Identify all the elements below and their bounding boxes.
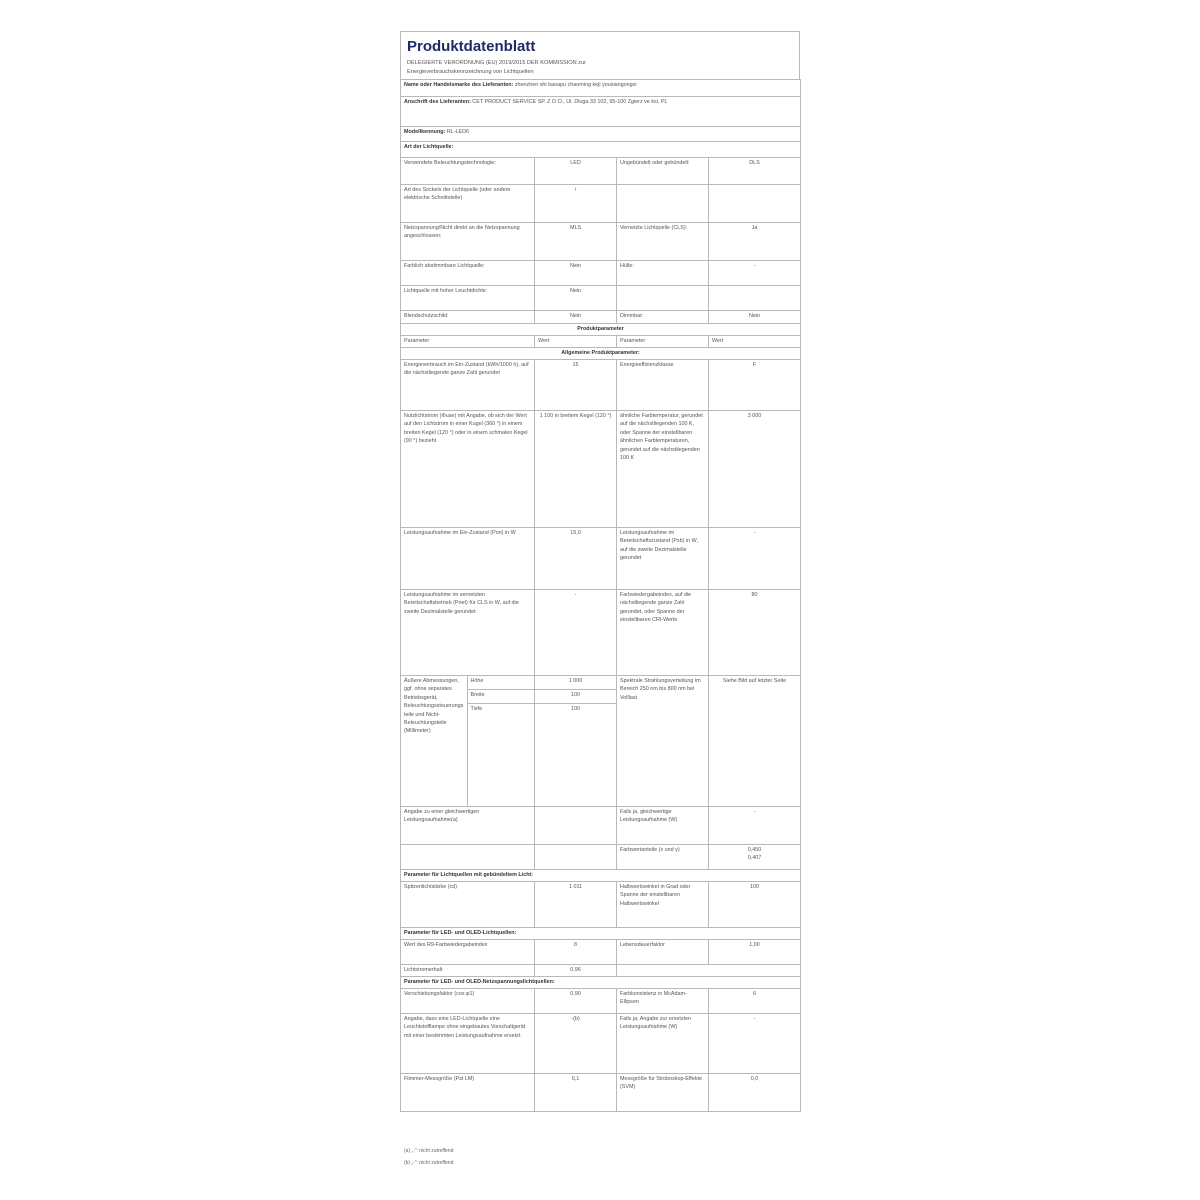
table-row <box>401 286 801 311</box>
chroma-y: 0,407 <box>747 855 762 862</box>
table-row <box>401 940 801 965</box>
page-title: Produktdatenblatt <box>407 38 536 55</box>
value-cell: - <box>709 261 801 286</box>
value-cell: Siehe Bild auf letzter Seite <box>709 676 801 807</box>
general-params-row <box>401 348 801 360</box>
light-source-section-row <box>401 142 801 158</box>
param-cell: Lebensdauerfaktor <box>617 940 709 965</box>
product-datasheet <box>400 31 800 1112</box>
value-cell: Ja <box>709 223 801 261</box>
supplier-address-row <box>401 97 801 127</box>
param-cell: Verwendete Beleuchtungstechnologie: <box>401 158 535 185</box>
general-params-section: Allgemeine Produktparameter: <box>401 348 801 360</box>
value-cell: 8 <box>535 940 617 965</box>
param-cell: Falls ja, gleichwertige Leistungsaufnahme (W) <box>617 807 709 845</box>
table-row <box>401 185 801 223</box>
directional-section-row <box>401 870 801 882</box>
value-cell: DLS <box>709 158 801 185</box>
param-cell: Vernetzte Lichtquelle (CLS): <box>617 223 709 261</box>
height-label: Höhe <box>468 676 535 690</box>
value-cell: 0,0 <box>709 1074 801 1112</box>
param-cell: Leistungsaufnahme im Ein-Zustand (Pon) in W <box>401 528 535 590</box>
param-cell: Angabe, dass eine LED-Lichtquelle eine Leuchtstofflampe ohne eingebautes Vorschaltgerät mit einer bestimmten Leistungsaufnahme ersetzt. <box>401 1014 535 1074</box>
dimensions-cell <box>401 676 535 807</box>
dimensions-label: Äußere Abmessungen, ggf. ohne separates Betriebsgerät, Beleuchtungssteuerungsteile und Nicht-Beleuchtungsteile (Millimeter) <box>401 676 467 806</box>
value-cell: / <box>535 185 617 223</box>
height-value: 1 000 <box>535 676 616 690</box>
mains-section-row <box>401 977 801 989</box>
value-cell: 0,96 <box>535 965 617 977</box>
param-cell: Blendschutzschild: <box>401 311 535 324</box>
param-cell: Halbwertswinkel in Grad oder Spanne der einstellbaren Halbwertswinkel <box>617 882 709 928</box>
value-cell: 3 000 <box>709 411 801 528</box>
supplier-address-value: CET PRODUCT SERVICE SP. Z O.O., Ul. Dluga 33 102, 95-100 Zgierz ve ksi, PL <box>472 99 668 105</box>
param-cell: Spektrale Strahlungsverteilung im Bereich 250 nm bis 800 nm bei Volllast <box>617 676 709 807</box>
regulation-line-1: DELEGIERTE VERORDNUNG (EU) 2019/2015 DER KOMMISSION zur <box>407 60 586 66</box>
value-cell: Nein <box>709 311 801 324</box>
value-cell: 100 <box>709 882 801 928</box>
dimensions-values <box>535 676 617 807</box>
value-cell: - <box>709 528 801 590</box>
param-cell: Art des Sockels der Lichtquelle (oder andere elektrische Schnittstelle) <box>401 185 535 223</box>
table-row <box>401 1014 801 1074</box>
param-cell: Leistungsaufnahme im vernetzten Bereitschaftsbetrieb (Pnet) für CLS in W, auf die zweite Dezimalstelle gerundet <box>401 590 535 676</box>
dimensions-row <box>401 676 801 807</box>
param-cell: Leistungsaufnahme im Bereitschaftszustand (Psb) in W, auf die zweite Dezimalstelle gerundet <box>617 528 709 590</box>
param-cell: Lichtstromerhalt <box>401 965 535 977</box>
regulation-line-2: Energieverbrauchskennzeichnung von Lichtquellen <box>407 69 534 75</box>
value-cell: 6 <box>709 989 801 1014</box>
footnote-a: (a) „-“: nicht zutreffend <box>404 1148 454 1154</box>
value-cell: 1 011 <box>535 882 617 928</box>
table-row <box>401 989 801 1014</box>
table-row <box>401 311 801 324</box>
value-cell <box>709 185 801 223</box>
led-oled-section-row <box>401 928 801 940</box>
supplier-name-value: zhenzhen shi baoapu chaoming keji youxiangongsi <box>514 82 637 88</box>
supplier-address-label: Anschrift des Lieferanten: <box>404 99 471 105</box>
datasheet-table <box>400 79 801 1112</box>
value-cell: 80 <box>709 590 801 676</box>
table-row <box>401 845 801 870</box>
param-cell <box>617 185 709 223</box>
param-cell: Energieverbrauch im Ein-Zustand (kWh/1000 h), auf die nächstliegende ganze Zahl gerundet <box>401 360 535 411</box>
depth-label: Tiefe <box>470 706 483 712</box>
table-row <box>401 882 801 928</box>
param-cell: Ungebündelt oder gebündelt: <box>617 158 709 185</box>
supplier-name-label: Name oder Handelsmarke des Lieferanten: <box>404 82 514 88</box>
param-cell: Farbwiedergabeindex, auf die nächstliegende ganze Zahl gerundet, oder Spanne der einstellbaren CRI-Werte <box>617 590 709 676</box>
value-cell: 0,1 <box>535 1074 617 1112</box>
param-cell: Netzspannung/Nicht direkt an die Netzspannung angeschlossen: <box>401 223 535 261</box>
directional-section: Parameter für Lichtquellen mit gebündeltem Licht: <box>401 870 801 882</box>
value-cell: 1 100 in breitem Kegel (120 °) <box>535 411 617 528</box>
light-source-section: Art der Lichtquelle: <box>401 142 801 158</box>
mains-section: Parameter für LED- und OLED-Netzspannungslichtquellen: <box>401 977 801 989</box>
empty-cell <box>401 845 535 870</box>
param-cell: Nutzlichtstrom (Φuse) mit Angabe, ob sich der Wert auf den Lichtstrom in einer Kugel (360 °) in einem breiten Kegel (120 °) oder in einem schmalen Kegel (90 °) bezieht <box>401 411 535 528</box>
value-cell: Nein <box>535 286 617 311</box>
value-cell: - <box>535 590 617 676</box>
param-cell: Angabe zu einer gleichwertigen Leistungsaufnahme(a) <box>401 807 535 845</box>
value-cell: MLS <box>535 223 617 261</box>
product-params-section-row <box>401 324 801 336</box>
param-cell <box>617 286 709 311</box>
value-cell <box>709 286 801 311</box>
led-oled-section: Parameter für LED- und OLED-Lichtquellen: <box>401 928 801 940</box>
value-cell: F <box>709 360 801 411</box>
param-cell: Messgröße für Stroboskop-Effekte (SVM) <box>617 1074 709 1112</box>
value-cell: Nein <box>535 261 617 286</box>
value-cell: -(b) <box>535 1014 617 1074</box>
empty-cell <box>617 965 801 977</box>
chromaticity-values <box>709 845 801 870</box>
col-header-param: Parameter <box>401 336 535 348</box>
param-cell: Farbkonsistenz in McAdam-Ellipsen <box>617 989 709 1014</box>
param-cell: ähnliche Farbtemperatur, gerundet auf die nächstliegenden 100 K, oder Spanne der einstellbaren ähnlichen Farbtemperaturen, gerundet auf die nächstliegenden 100 K <box>617 411 709 528</box>
product-params-section: Produktparameter <box>401 324 801 336</box>
param-cell: Falls ja, Angabe zur ersetzten Leistungsaufnahme (W) <box>617 1014 709 1074</box>
chroma-x: 0,450 <box>747 847 762 853</box>
model-row <box>401 127 801 142</box>
col-header-param: Parameter <box>617 336 709 348</box>
table-row <box>401 965 801 977</box>
table-row <box>401 528 801 590</box>
footnote-b: (b) „-“: nicht zutreffend <box>404 1160 454 1166</box>
param-cell: Spitzenlichtstärke (cd) <box>401 882 535 928</box>
model-label: Modellkennung: <box>404 129 446 135</box>
model-value: RL-LED6 <box>446 129 469 135</box>
col-header-value: Wert <box>709 336 801 348</box>
table-row <box>401 261 801 286</box>
value-cell: 15 <box>535 360 617 411</box>
param-cell: Farblich abstimmbare Lichtquelle: <box>401 261 535 286</box>
value-cell: - <box>709 1014 801 1074</box>
table-row <box>401 360 801 411</box>
table-row <box>401 223 801 261</box>
value-cell <box>535 807 617 845</box>
value-cell: LED <box>535 158 617 185</box>
value-cell: - <box>709 807 801 845</box>
depth-value: 100 <box>571 706 580 712</box>
param-cell: Farbwertanteile (x und y) <box>617 845 709 870</box>
param-cell: Wert des R9-Farbwiedergabeindex <box>401 940 535 965</box>
width-value: 100 <box>535 690 616 704</box>
table-row <box>401 158 801 185</box>
param-cell: Lichtquelle mit hoher Leuchtdichte: <box>401 286 535 311</box>
param-cell: Dimmbar: <box>617 311 709 324</box>
param-cell: Flimmer-Messgröße (Pst LM) <box>401 1074 535 1112</box>
supplier-name-row <box>401 80 801 97</box>
header <box>400 31 800 79</box>
table-row <box>401 411 801 528</box>
value-cell: 0,90 <box>535 989 617 1014</box>
width-label: Breite <box>468 690 535 704</box>
param-cell: Verschiebungsfaktor (cos φ1) <box>401 989 535 1014</box>
empty-cell <box>535 845 617 870</box>
param-cell: Energieeffizienzklasse <box>617 360 709 411</box>
table-row <box>401 807 801 845</box>
value-cell: Nein <box>535 311 617 324</box>
param-cell: Hülle: <box>617 261 709 286</box>
table-row <box>401 590 801 676</box>
col-header-value: Wert <box>535 336 617 348</box>
column-header-row <box>401 336 801 348</box>
table-row <box>401 1074 801 1112</box>
value-cell: 15,0 <box>535 528 617 590</box>
value-cell: 1,00 <box>709 940 801 965</box>
